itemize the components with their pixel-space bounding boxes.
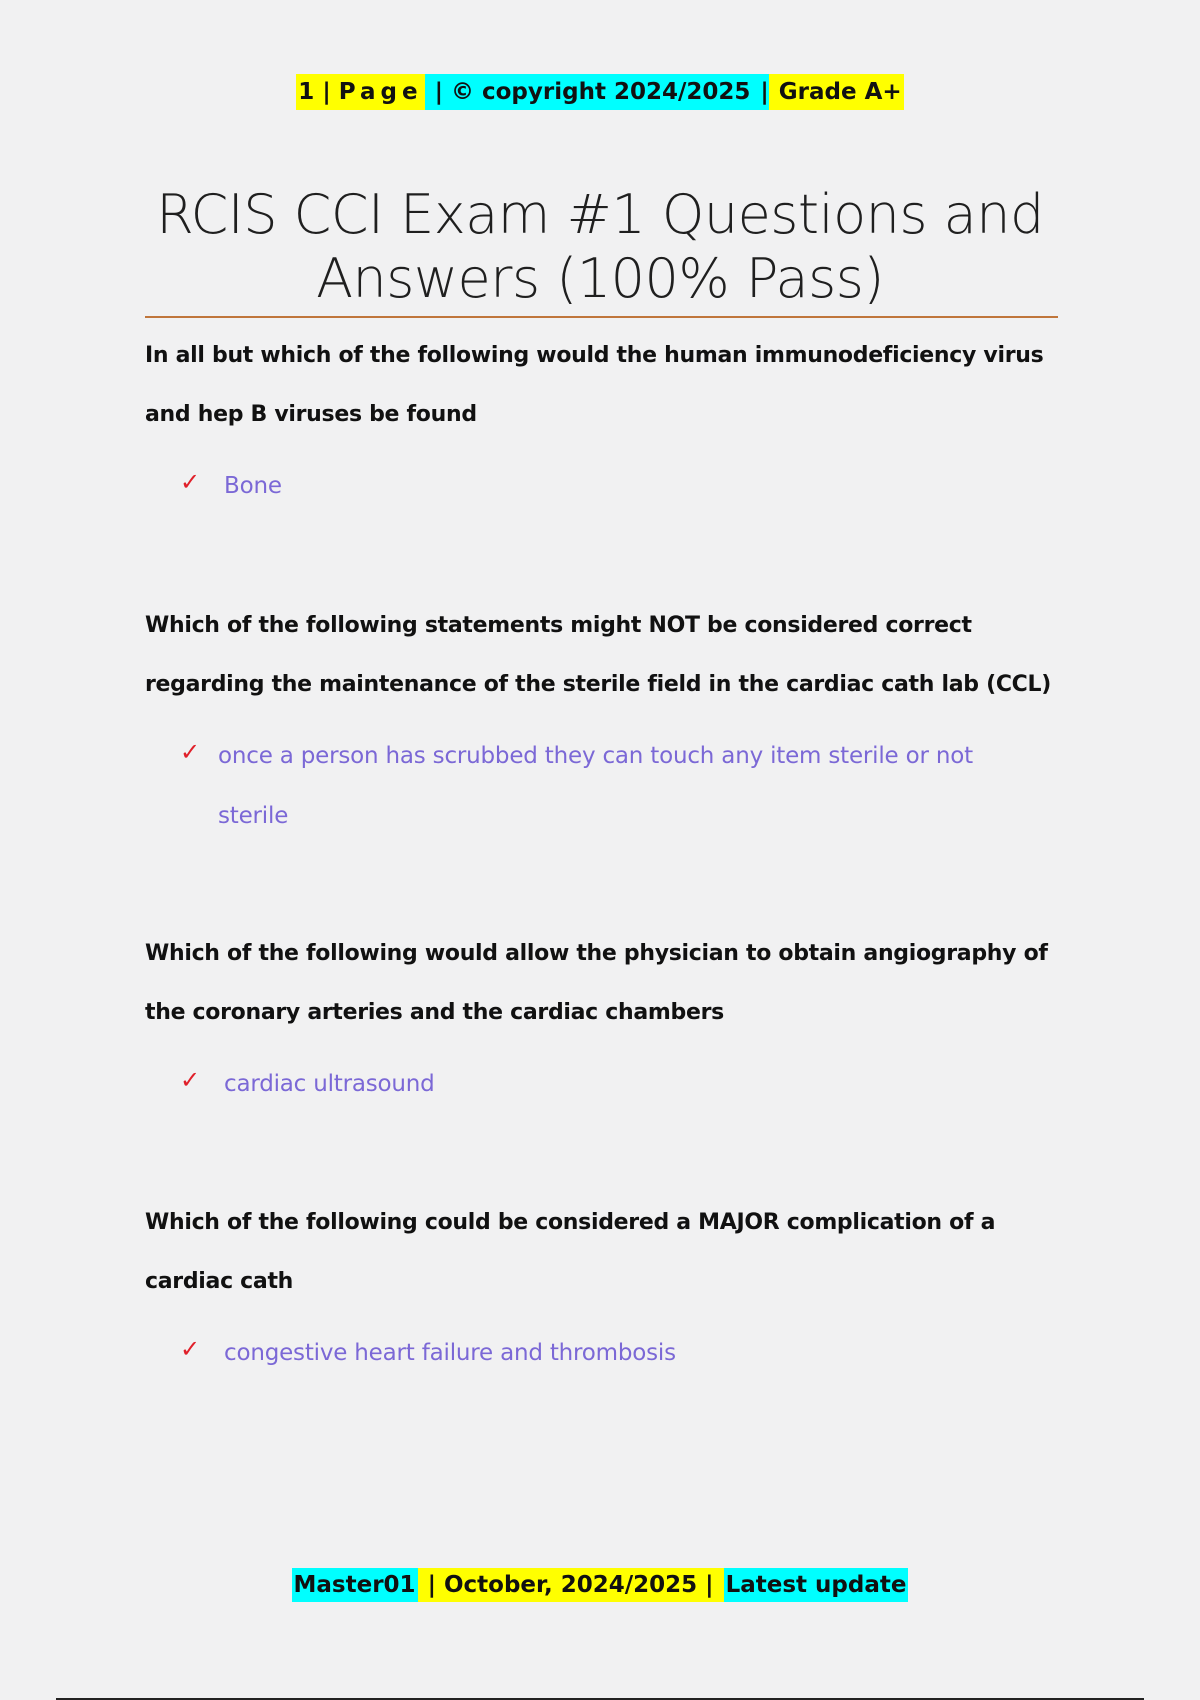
header-separator: | xyxy=(314,79,339,105)
header-separator-2: | xyxy=(760,74,768,110)
page-word: Page xyxy=(338,79,423,105)
grade-label: Grade A+ xyxy=(769,74,904,110)
answer-text: cardiac ultrasound xyxy=(224,1071,435,1097)
checkmark-icon: ✓ xyxy=(180,468,200,496)
title-line-2: Answers (100% Pass) xyxy=(316,247,884,310)
page-number: 1 xyxy=(298,79,315,105)
answer xyxy=(145,1323,1055,1383)
page-number-label xyxy=(296,74,424,110)
copyright-label: | © copyright 2024/2025 xyxy=(425,74,761,110)
answer xyxy=(145,726,1055,846)
footer-author: Master01 xyxy=(292,1568,418,1602)
title-divider xyxy=(145,316,1058,318)
qa-item-3 xyxy=(145,924,1055,1114)
checkmark-icon: ✓ xyxy=(180,738,200,766)
question-text: Which of the following could be considered a MAJOR complication of a cardiac cath xyxy=(145,1210,996,1294)
answer xyxy=(145,1054,1055,1114)
document-title xyxy=(145,183,1055,311)
answer xyxy=(145,456,1055,516)
question-text: Which of the following statements might NOT be considered correct regarding the maintenance of the sterile field in the cardiac cath lab (CCL) xyxy=(145,613,1051,697)
checkmark-icon: ✓ xyxy=(180,1335,200,1363)
answer-text: Bone xyxy=(224,473,282,499)
checkmark-icon: ✓ xyxy=(180,1066,200,1094)
question-text: Which of the following would allow the physician to obtain angiography of the coronary arteries and the cardiac chambers xyxy=(145,941,1048,1025)
qa-item-4 xyxy=(145,1193,1055,1383)
page-header xyxy=(0,74,1200,110)
question-text: In all but which of the following would the human immunodeficiency virus and hep B viruses be found xyxy=(145,343,1044,427)
answer-text: congestive heart failure and thrombosis xyxy=(224,1340,676,1366)
footer-status: Latest update xyxy=(724,1568,909,1602)
page-footer xyxy=(0,1568,1200,1602)
qa-item-1 xyxy=(145,326,1055,516)
footer-date: | October, 2024/2025 | xyxy=(418,1568,724,1602)
qa-item-2 xyxy=(145,596,1055,846)
answer-text: once a person has scrubbed they can touch any item sterile or not sterile xyxy=(218,743,973,829)
title-line-1: RCIS CCI Exam #1 Questions and xyxy=(156,183,1044,246)
